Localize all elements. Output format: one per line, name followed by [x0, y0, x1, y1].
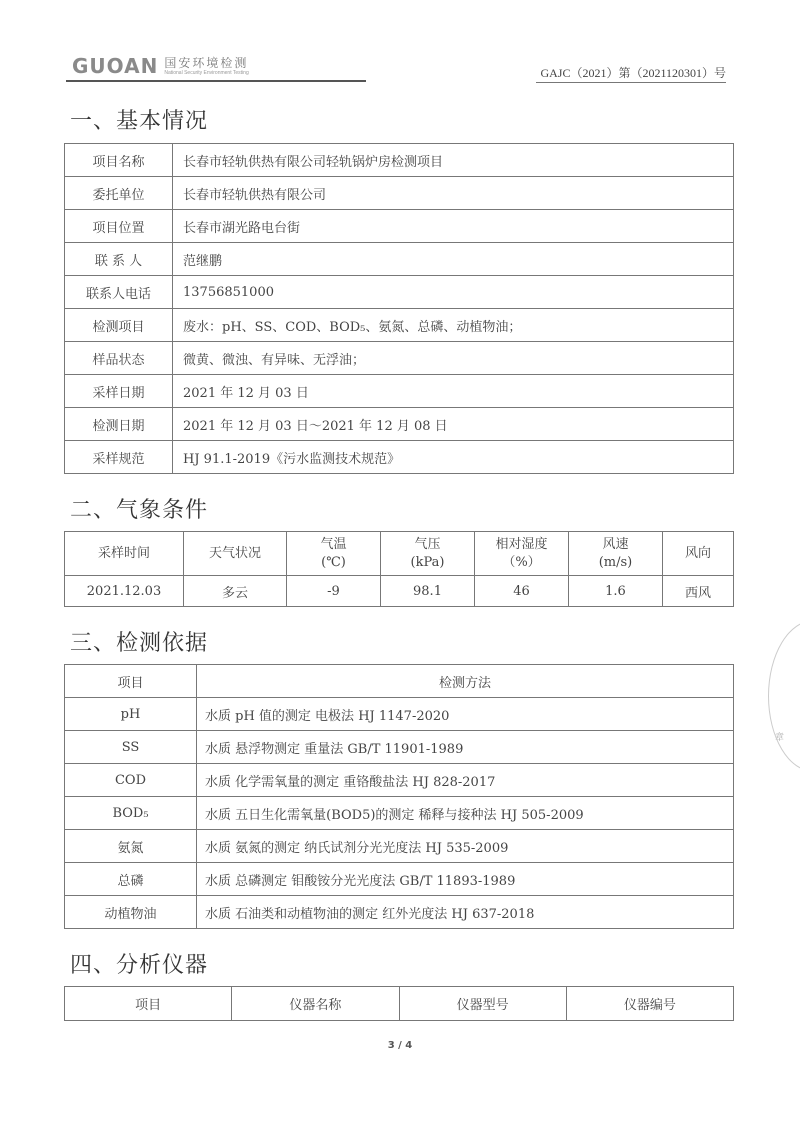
test-item: 总磷 — [65, 863, 197, 896]
weather-condition: 多云 — [184, 576, 287, 607]
column-header: 检测方法 — [197, 665, 734, 698]
field-label: 项目名称 — [65, 144, 173, 177]
field-value: 长春市轻轨供热有限公司轻轨锅炉房检测项目 — [173, 144, 734, 177]
table-header-row — [65, 532, 734, 576]
column-header: 相对湿度 （%） — [475, 532, 569, 576]
table-row — [65, 243, 734, 276]
test-method: 水质 pH 值的测定 电极法 HJ 1147-2020 — [197, 698, 734, 731]
table-row — [65, 276, 734, 309]
test-item: 动植物油 — [65, 896, 197, 929]
field-value: 2021 年 12 月 03 日 — [173, 375, 734, 408]
seal-stamp — [768, 620, 800, 772]
table-row — [65, 731, 734, 764]
test-item: pH — [65, 698, 197, 731]
section-title-basis: 三、检测依据 — [70, 631, 209, 656]
column-header: 仪器型号 — [399, 987, 566, 1021]
field-value: 13756851000 — [173, 276, 734, 309]
column-header: 天气状况 — [184, 532, 287, 576]
pressure: 98.1 — [381, 576, 475, 607]
test-method: 水质 悬浮物测定 重量法 GB/T 11901-1989 — [197, 731, 734, 764]
table-row — [65, 144, 734, 177]
wind-direction: 西风 — [663, 576, 734, 607]
humidity: 46 — [475, 576, 569, 607]
logo-mark: GUOAN — [72, 54, 159, 78]
weather-table — [64, 531, 734, 607]
column-header: 气温 (℃) — [287, 532, 381, 576]
table-row — [65, 375, 734, 408]
column-header: 风向 — [663, 532, 734, 576]
header-divider-left — [66, 80, 366, 82]
table-row — [65, 309, 734, 342]
field-value: 2021 年 12 月 03 日～2021 年 12 月 08 日 — [173, 408, 734, 441]
table-row — [65, 576, 734, 607]
section-title-weather: 二、气象条件 — [70, 498, 209, 523]
test-method: 水质 总磷测定 钼酸铵分光光度法 GB/T 11893-1989 — [197, 863, 734, 896]
section-title-basic-info: 一、基本情况 — [70, 109, 209, 134]
column-header: 气压 (kPa) — [381, 532, 475, 576]
field-value: 长春市湖光路电台街 — [173, 210, 734, 243]
field-value: 废水：pH、SS、COD、BOD₅、氨氮、总磷、动植物油； — [173, 309, 734, 342]
page-number: 3 / 4 — [387, 1040, 413, 1051]
test-item: BOD₅ — [65, 797, 197, 830]
page-header — [66, 52, 726, 82]
temperature: -9 — [287, 576, 381, 607]
test-method: 水质 五日生化需氧量(BOD5)的测定 稀释与接种法 HJ 505-2009 — [197, 797, 734, 830]
field-label: 联系人电话 — [65, 276, 173, 309]
field-value: 范继鹏 — [173, 243, 734, 276]
field-label: 项目位置 — [65, 210, 173, 243]
field-label: 检测项目 — [65, 309, 173, 342]
table-row — [65, 863, 734, 896]
table-header-row — [65, 987, 734, 1021]
basic-info-table — [64, 143, 734, 474]
wind-speed: 1.6 — [569, 576, 663, 607]
table-row — [65, 896, 734, 929]
field-value: 微黄、微浊、有异味、无浮油； — [173, 342, 734, 375]
instruments-table — [64, 986, 734, 1021]
test-basis-table — [64, 664, 734, 929]
table-header-row — [65, 665, 734, 698]
field-label: 采样规范 — [65, 441, 173, 474]
test-method: 水质 石油类和动植物油的测定 红外光度法 HJ 637-2018 — [197, 896, 734, 929]
table-row — [65, 342, 734, 375]
table-row — [65, 797, 734, 830]
table-row — [65, 408, 734, 441]
column-header: 项目 — [65, 665, 197, 698]
field-value: 长春市轻轨供热有限公司 — [173, 177, 734, 210]
field-label: 采样日期 — [65, 375, 173, 408]
field-label: 检测日期 — [65, 408, 173, 441]
company-logo — [72, 56, 249, 76]
field-label: 样品状态 — [65, 342, 173, 375]
header-divider-right — [536, 82, 726, 83]
sampling-time: 2021.12.03 — [65, 576, 184, 607]
table-row — [65, 830, 734, 863]
column-header: 仪器名称 — [232, 987, 399, 1021]
field-label: 联 系 人 — [65, 243, 173, 276]
table-row — [65, 764, 734, 797]
test-item: COD — [65, 764, 197, 797]
field-label: 委托单位 — [65, 177, 173, 210]
logo-english-name: National Security Environment Testing — [164, 69, 249, 76]
logo-chinese-name: 国安环境检测 — [164, 55, 249, 70]
column-header: 仪器编号 — [566, 987, 733, 1021]
field-value: HJ 91.1-2019《污水监测技术规范》 — [173, 441, 734, 474]
test-item: 氨氮 — [65, 830, 197, 863]
table-row — [65, 177, 734, 210]
table-row — [65, 698, 734, 731]
column-header: 项目 — [65, 987, 232, 1021]
test-method: 水质 氨氮的测定 纳氏试剂分光光度法 HJ 535-2009 — [197, 830, 734, 863]
table-row — [65, 441, 734, 474]
test-item: SS — [65, 731, 197, 764]
seal-stamp-text: 章 — [775, 733, 785, 743]
test-method: 水质 化学需氧量的测定 重铬酸盐法 HJ 828-2017 — [197, 764, 734, 797]
column-header: 采样时间 — [65, 532, 184, 576]
report-number: GAJC（2021）第（2021120301）号 — [540, 66, 726, 80]
table-row — [65, 210, 734, 243]
section-title-instruments: 四、分析仪器 — [70, 953, 209, 978]
column-header: 风速 (m/s) — [569, 532, 663, 576]
